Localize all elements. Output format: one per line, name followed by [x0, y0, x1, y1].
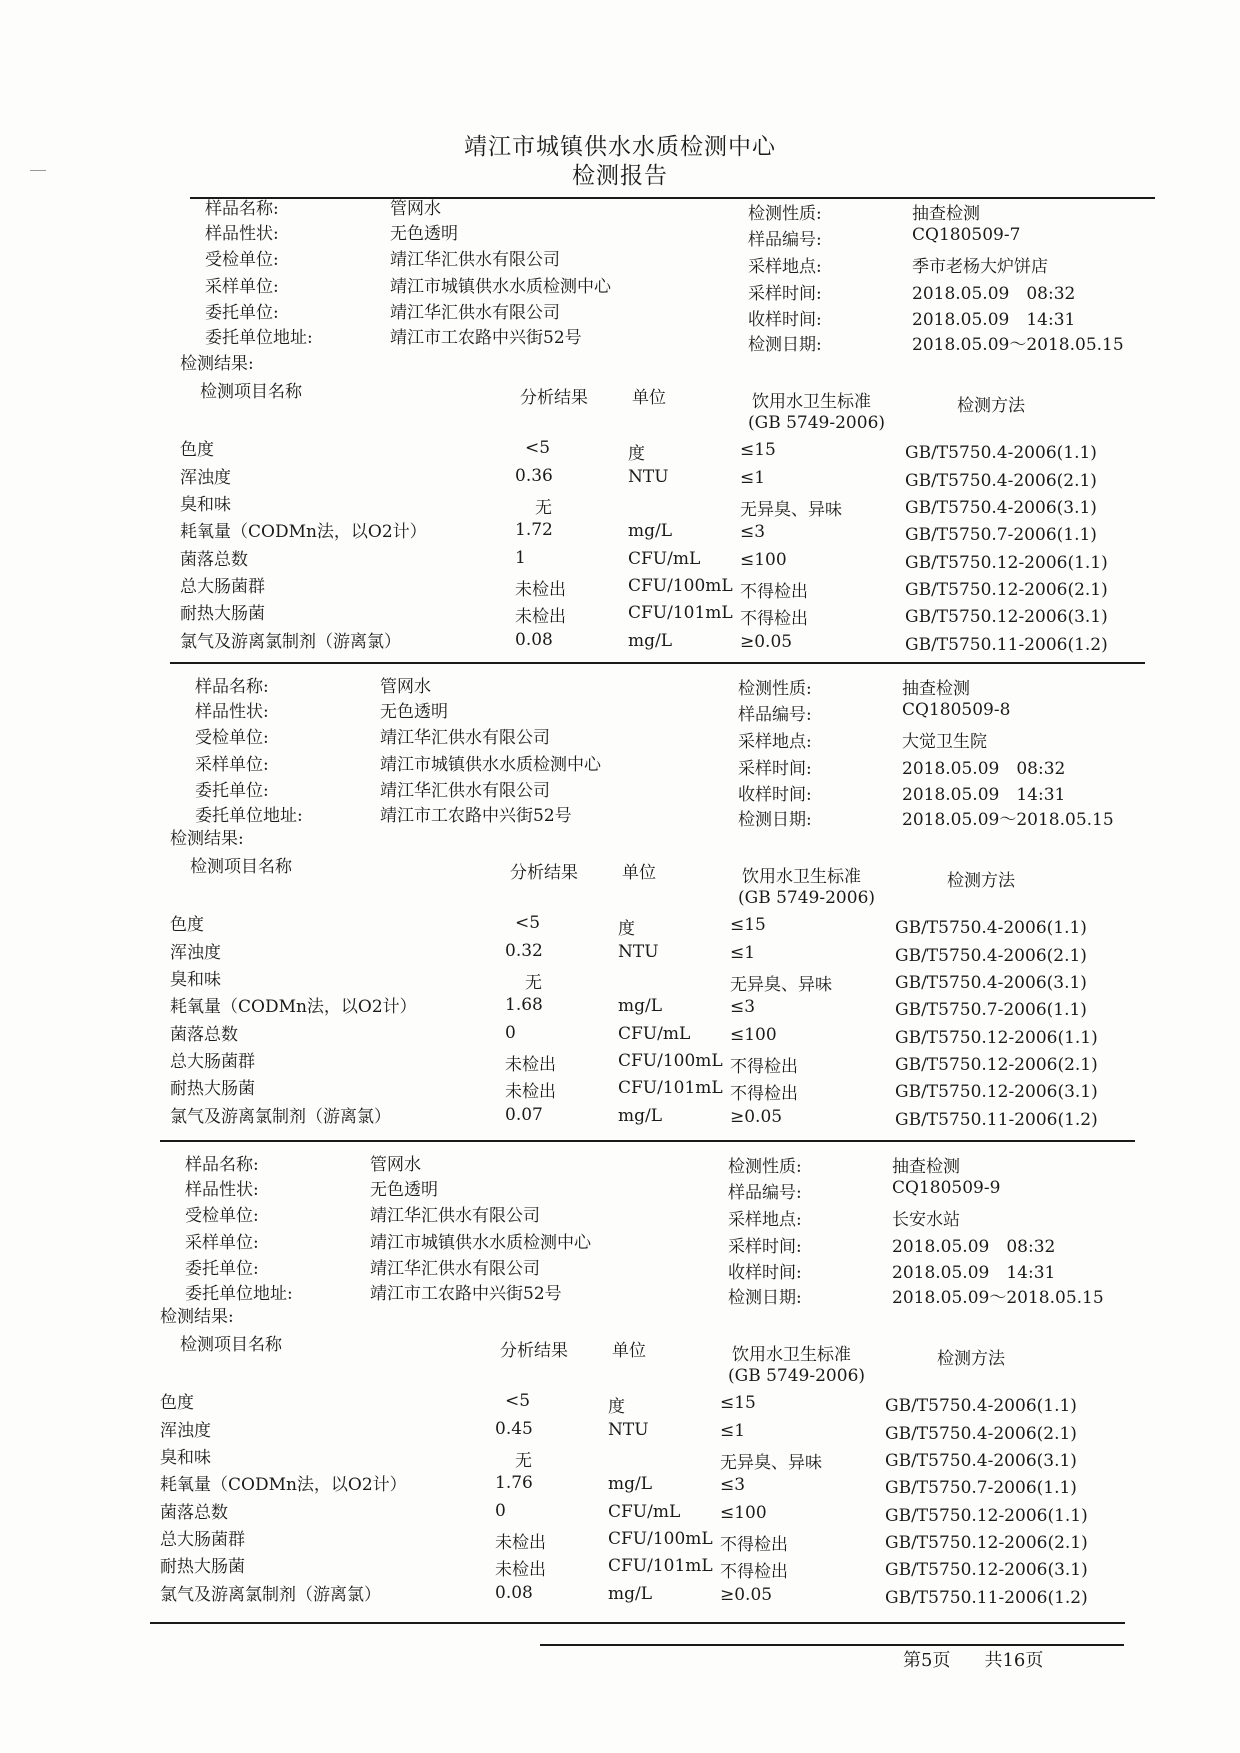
cell-item: 浑浊度: [160, 1421, 211, 1441]
label-entrusting-address: 委托单位地址:: [195, 806, 303, 826]
cell-method: GB/T5750.4-2006(3.1): [885, 1451, 1077, 1471]
header-standard-code: (GB 5749-2006): [738, 888, 876, 908]
report-section: [0, 1150, 1220, 1610]
section-bottom-rule: [180, 662, 1145, 664]
cell-standard: 不得检出: [730, 1084, 798, 1104]
cell-item: 菌落总数: [160, 1503, 228, 1523]
value-receipt-time: 2018.05.09 14:31: [912, 310, 1076, 330]
cell-unit: CFU/101mL: [628, 603, 733, 623]
cell-item: 耐热大肠菌: [160, 1557, 245, 1577]
cell-result: 1.76: [495, 1473, 533, 1493]
cell-item: 耗氧量（CODMn法，以O2计）: [180, 522, 427, 542]
cell-item: 臭和味: [180, 495, 231, 515]
cell-method: GB/T5750.12-2006(3.1): [895, 1082, 1098, 1102]
cell-unit: CFU/100mL: [628, 576, 733, 596]
cell-item: 耗氧量（CODMn法，以O2计）: [160, 1475, 407, 1495]
cell-standard: ≤1: [740, 468, 766, 488]
cell-item: 浑浊度: [180, 468, 231, 488]
value-test-nature: 抽查检测: [912, 204, 980, 224]
cell-result: 0.08: [515, 630, 553, 650]
header-item: 检测项目名称: [200, 382, 302, 402]
section-bottom-rule: [165, 1140, 1135, 1142]
cell-standard: 不得检出: [730, 1057, 798, 1077]
header-standard-code: (GB 5749-2006): [728, 1366, 866, 1386]
cell-method: GB/T5750.4-2006(1.1): [905, 443, 1097, 463]
label-inspected-unit: 受检单位:: [205, 250, 279, 270]
cell-item: 色度: [170, 915, 204, 935]
cell-result: 0: [505, 1023, 516, 1043]
label-sampling-unit: 采样单位:: [195, 755, 269, 775]
cell-result: 未检出: [515, 580, 566, 600]
cell-unit: mg/L: [608, 1584, 653, 1604]
value-sampling-site: 季市老杨大炉饼店: [912, 257, 1048, 277]
label-entrusting-address: 委托单位地址:: [205, 328, 313, 348]
cell-result: 0.45: [495, 1419, 533, 1439]
cell-unit: mg/L: [618, 996, 663, 1016]
page-indicator: [903, 1646, 1077, 1672]
value-sampling-time: 2018.05.09 08:32: [892, 1237, 1056, 1257]
cell-item: 色度: [160, 1393, 194, 1413]
header-standard: 饮用水卫生标准: [742, 867, 861, 887]
value-sampling-unit: 靖江市城镇供水水质检测中心: [370, 1233, 591, 1253]
cell-method: GB/T5750.12-2006(2.1): [895, 1055, 1098, 1075]
label-test-date: 检测日期:: [728, 1288, 802, 1308]
cell-standard: 无异臭、异味: [730, 975, 832, 995]
label-sample-name: 样品名称:: [195, 677, 269, 697]
cell-result: 0.07: [505, 1105, 543, 1125]
cell-result: 1.68: [505, 995, 543, 1015]
header-method: 检测方法: [947, 871, 1015, 891]
header-result: 分析结果: [520, 388, 588, 408]
value-inspected-unit: 靖江华汇供水有限公司: [390, 250, 560, 270]
cell-method: GB/T5750.12-2006(2.1): [905, 580, 1108, 600]
label-test-nature: 检测性质:: [728, 1157, 802, 1177]
cell-method: GB/T5750.4-2006(1.1): [885, 1396, 1077, 1416]
cell-result: <5: [505, 1391, 531, 1411]
cell-standard: ≤15: [740, 440, 776, 460]
value-sample-name: 管网水: [370, 1155, 421, 1175]
cell-result: 未检出: [505, 1082, 556, 1102]
header-item: 检测项目名称: [180, 1335, 282, 1355]
cell-standard: ≤1: [730, 943, 756, 963]
cell-result: 未检出: [515, 607, 566, 627]
cell-unit: CFU/100mL: [618, 1051, 723, 1071]
cell-method: GB/T5750.12-2006(2.1): [885, 1533, 1088, 1553]
label-receipt-time: 收样时间:: [728, 1263, 802, 1283]
cell-result: 无: [525, 973, 542, 993]
cell-standard: ≤3: [740, 522, 766, 542]
value-sampling-unit: 靖江市城镇供水水质检测中心: [390, 277, 611, 297]
cell-method: GB/T5750.7-2006(1.1): [905, 525, 1097, 545]
page-number: 第5页: [903, 1650, 951, 1671]
cell-unit: NTU: [618, 942, 659, 962]
cell-standard: 不得检出: [740, 582, 808, 602]
cell-item: 色度: [180, 440, 214, 460]
label-receipt-time: 收样时间:: [748, 310, 822, 330]
value-test-nature: 抽查检测: [892, 1157, 960, 1177]
cell-unit: mg/L: [608, 1474, 653, 1494]
value-entrusting-address: 靖江市工农路中兴街52号: [370, 1284, 562, 1304]
cell-method: GB/T5750.4-2006(2.1): [885, 1424, 1077, 1444]
cell-unit: CFU/mL: [618, 1024, 691, 1044]
cell-item: 菌落总数: [180, 550, 248, 570]
label-sample-state: 样品性状:: [205, 224, 279, 244]
cell-standard: ≤15: [720, 1393, 756, 1413]
header-standard-code: (GB 5749-2006): [748, 413, 886, 433]
section-bottom-rule: [150, 1622, 1125, 1624]
cell-result: 0.36: [515, 466, 553, 486]
header-result: 分析结果: [500, 1341, 568, 1361]
label-sample-no: 样品编号:: [728, 1183, 802, 1203]
report-section: [0, 197, 1240, 657]
label-test-nature: 检测性质:: [748, 204, 822, 224]
cell-result: 未检出: [495, 1560, 546, 1580]
page-title: 靖江市城镇供水水质检测中心: [464, 134, 776, 160]
value-sample-no: CQ180509-8: [902, 700, 1011, 720]
value-entrusting-address: 靖江市工农路中兴街52号: [380, 806, 572, 826]
cell-unit: CFU/mL: [608, 1502, 681, 1522]
cell-method: GB/T5750.11-2006(1.2): [885, 1588, 1088, 1608]
label-sampling-unit: 采样单位:: [205, 277, 279, 297]
label-sample-name: 样品名称:: [185, 1155, 259, 1175]
cell-standard: ≤1: [720, 1421, 746, 1441]
value-sample-state: 无色透明: [380, 702, 448, 722]
header-unit: 单位: [612, 1341, 646, 1361]
value-sample-no: CQ180509-9: [892, 1178, 1001, 1198]
value-inspected-unit: 靖江华汇供水有限公司: [380, 728, 550, 748]
cell-unit: 度: [608, 1397, 625, 1417]
cell-item: 耐热大肠菌: [170, 1079, 255, 1099]
label-sampling-site: 采样地点:: [738, 732, 812, 752]
label-sampling-unit: 采样单位:: [185, 1233, 259, 1253]
cell-item: 耐热大肠菌: [180, 604, 265, 624]
label-sample-state: 样品性状:: [195, 702, 269, 722]
label-sampling-site: 采样地点:: [748, 257, 822, 277]
cell-method: GB/T5750.4-2006(2.1): [895, 946, 1087, 966]
cell-item: 臭和味: [160, 1448, 211, 1468]
cell-item: 浑浊度: [170, 943, 221, 963]
label-inspected-unit: 受检单位:: [195, 728, 269, 748]
label-test-date: 检测日期:: [748, 335, 822, 355]
header-standard: 饮用水卫生标准: [752, 392, 871, 412]
cell-result: 1: [515, 548, 526, 568]
cell-standard: ≤3: [720, 1475, 746, 1495]
value-sampling-time: 2018.05.09 08:32: [912, 284, 1076, 304]
cell-standard: ≥0.05: [720, 1585, 773, 1605]
cell-method: GB/T5750.4-2006(2.1): [905, 471, 1097, 491]
label-entrusting-unit: 委托单位:: [185, 1259, 259, 1279]
value-entrusting-unit: 靖江华汇供水有限公司: [370, 1259, 540, 1279]
cell-result: 0: [495, 1501, 506, 1521]
cell-method: GB/T5750.4-2006(1.1): [895, 918, 1087, 938]
section-top-rule: [190, 197, 1155, 199]
cell-standard: ≤15: [730, 915, 766, 935]
value-sampling-site: 长安水站: [892, 1210, 960, 1230]
cell-unit: CFU/101mL: [608, 1556, 713, 1576]
header-unit: 单位: [622, 863, 656, 883]
cell-standard: ≤100: [720, 1503, 767, 1523]
value-sampling-time: 2018.05.09 08:32: [902, 759, 1066, 779]
label-sampling-time: 采样时间:: [748, 284, 822, 304]
cell-unit: NTU: [608, 1420, 649, 1440]
cell-result: 1.72: [515, 520, 553, 540]
cell-standard: 无异臭、异味: [740, 500, 842, 520]
value-sample-name: 管网水: [390, 199, 441, 219]
value-receipt-time: 2018.05.09 14:31: [892, 1263, 1056, 1283]
cell-result: <5: [515, 913, 541, 933]
cell-standard: ≥0.05: [730, 1107, 783, 1127]
header-item: 检测项目名称: [190, 857, 292, 877]
value-sampling-unit: 靖江市城镇供水水质检测中心: [380, 755, 601, 775]
cell-unit: CFU/mL: [628, 549, 701, 569]
cell-method: GB/T5750.12-2006(1.1): [895, 1028, 1098, 1048]
value-sample-state: 无色透明: [370, 1180, 438, 1200]
cell-item: 臭和味: [170, 970, 221, 990]
header-unit: 单位: [632, 388, 666, 408]
value-test-date: 2018.05.09～2018.05.15: [912, 335, 1124, 355]
cell-unit: CFU/100mL: [608, 1529, 713, 1549]
label-sampling-site: 采样地点:: [728, 1210, 802, 1230]
header-method: 检测方法: [957, 396, 1025, 416]
value-receipt-time: 2018.05.09 14:31: [902, 785, 1066, 805]
cell-item: 总大肠菌群: [160, 1530, 245, 1550]
cell-method: GB/T5750.12-2006(1.1): [885, 1506, 1088, 1526]
cell-result: 未检出: [495, 1533, 546, 1553]
cell-standard: 不得检出: [720, 1562, 788, 1582]
report-subtitle: 检测报告: [572, 163, 668, 189]
cell-standard: ≤100: [740, 550, 787, 570]
value-test-date: 2018.05.09～2018.05.15: [892, 1288, 1104, 1308]
label-sample-no: 样品编号:: [748, 230, 822, 250]
cell-unit: 度: [618, 919, 635, 939]
cell-method: GB/T5750.4-2006(3.1): [905, 498, 1097, 518]
label-results: 检测结果:: [160, 1307, 234, 1327]
cell-method: GB/T5750.12-2006(1.1): [905, 553, 1108, 573]
cell-unit: 度: [628, 444, 645, 464]
cell-unit: NTU: [628, 467, 669, 487]
cell-unit: mg/L: [618, 1106, 663, 1126]
cell-result: <5: [525, 438, 551, 458]
header-method: 检测方法: [937, 1349, 1005, 1369]
value-test-date: 2018.05.09～2018.05.15: [902, 810, 1114, 830]
cell-item: 氯气及游离氯制剂（游离氯）: [160, 1585, 381, 1605]
cell-standard: 无异臭、异味: [720, 1453, 822, 1473]
cell-method: GB/T5750.4-2006(3.1): [895, 973, 1087, 993]
label-test-date: 检测日期:: [738, 810, 812, 830]
label-sample-no: 样品编号:: [738, 705, 812, 725]
cell-standard: 不得检出: [720, 1535, 788, 1555]
cell-standard: ≤3: [730, 997, 756, 1017]
label-entrusting-address: 委托单位地址:: [185, 1284, 293, 1304]
cell-item: 耗氧量（CODMn法，以O2计）: [170, 997, 417, 1017]
cell-item: 菌落总数: [170, 1025, 238, 1045]
cell-result: 0.32: [505, 941, 543, 961]
cell-standard: ≤100: [730, 1025, 777, 1045]
header-standard: 饮用水卫生标准: [732, 1345, 851, 1365]
cell-method: GB/T5750.7-2006(1.1): [895, 1000, 1087, 1020]
cell-standard: 不得检出: [740, 609, 808, 629]
cell-method: GB/T5750.12-2006(3.1): [885, 1560, 1088, 1580]
cell-unit: mg/L: [628, 631, 673, 651]
cell-result: 无: [535, 498, 552, 518]
cell-result: 未检出: [505, 1055, 556, 1075]
value-entrusting-unit: 靖江华汇供水有限公司: [380, 781, 550, 801]
label-inspected-unit: 受检单位:: [185, 1206, 259, 1226]
label-results: 检测结果:: [180, 354, 254, 374]
label-results: 检测结果:: [170, 829, 244, 849]
cell-unit: mg/L: [628, 521, 673, 541]
value-sample-state: 无色透明: [390, 224, 458, 244]
label-entrusting-unit: 委托单位:: [205, 303, 279, 323]
cell-result: 0.08: [495, 1583, 533, 1603]
header-result: 分析结果: [510, 863, 578, 883]
report-section: [0, 672, 1230, 1132]
cell-result: 无: [515, 1451, 532, 1471]
value-sampling-site: 大觉卫生院: [902, 732, 987, 752]
label-receipt-time: 收样时间:: [738, 785, 812, 805]
cell-method: GB/T5750.7-2006(1.1): [885, 1478, 1077, 1498]
label-sampling-time: 采样时间:: [728, 1237, 802, 1257]
cell-item: 总大肠菌群: [180, 577, 265, 597]
value-sample-name: 管网水: [380, 677, 431, 697]
cell-standard: ≥0.05: [740, 632, 793, 652]
label-entrusting-unit: 委托单位:: [195, 781, 269, 801]
value-entrusting-address: 靖江市工农路中兴街52号: [390, 328, 582, 348]
value-entrusting-unit: 靖江华汇供水有限公司: [390, 303, 560, 323]
cell-method: GB/T5750.12-2006(3.1): [905, 607, 1108, 627]
label-sampling-time: 采样时间:: [738, 759, 812, 779]
label-sample-state: 样品性状:: [185, 1180, 259, 1200]
label-test-nature: 检测性质:: [738, 679, 812, 699]
cell-method: GB/T5750.11-2006(1.2): [895, 1110, 1098, 1130]
cell-item: 氯气及游离氯制剂（游离氯）: [170, 1107, 391, 1127]
cell-method: GB/T5750.11-2006(1.2): [905, 635, 1108, 655]
cell-item: 总大肠菌群: [170, 1052, 255, 1072]
value-test-nature: 抽查检测: [902, 679, 970, 699]
cell-item: 氯气及游离氯制剂（游离氯）: [180, 632, 401, 652]
page-total: 共16页: [984, 1650, 1044, 1671]
value-inspected-unit: 靖江华汇供水有限公司: [370, 1206, 540, 1226]
label-sample-name: 样品名称:: [205, 199, 279, 219]
value-sample-no: CQ180509-7: [912, 225, 1021, 245]
cell-unit: CFU/101mL: [618, 1078, 723, 1098]
